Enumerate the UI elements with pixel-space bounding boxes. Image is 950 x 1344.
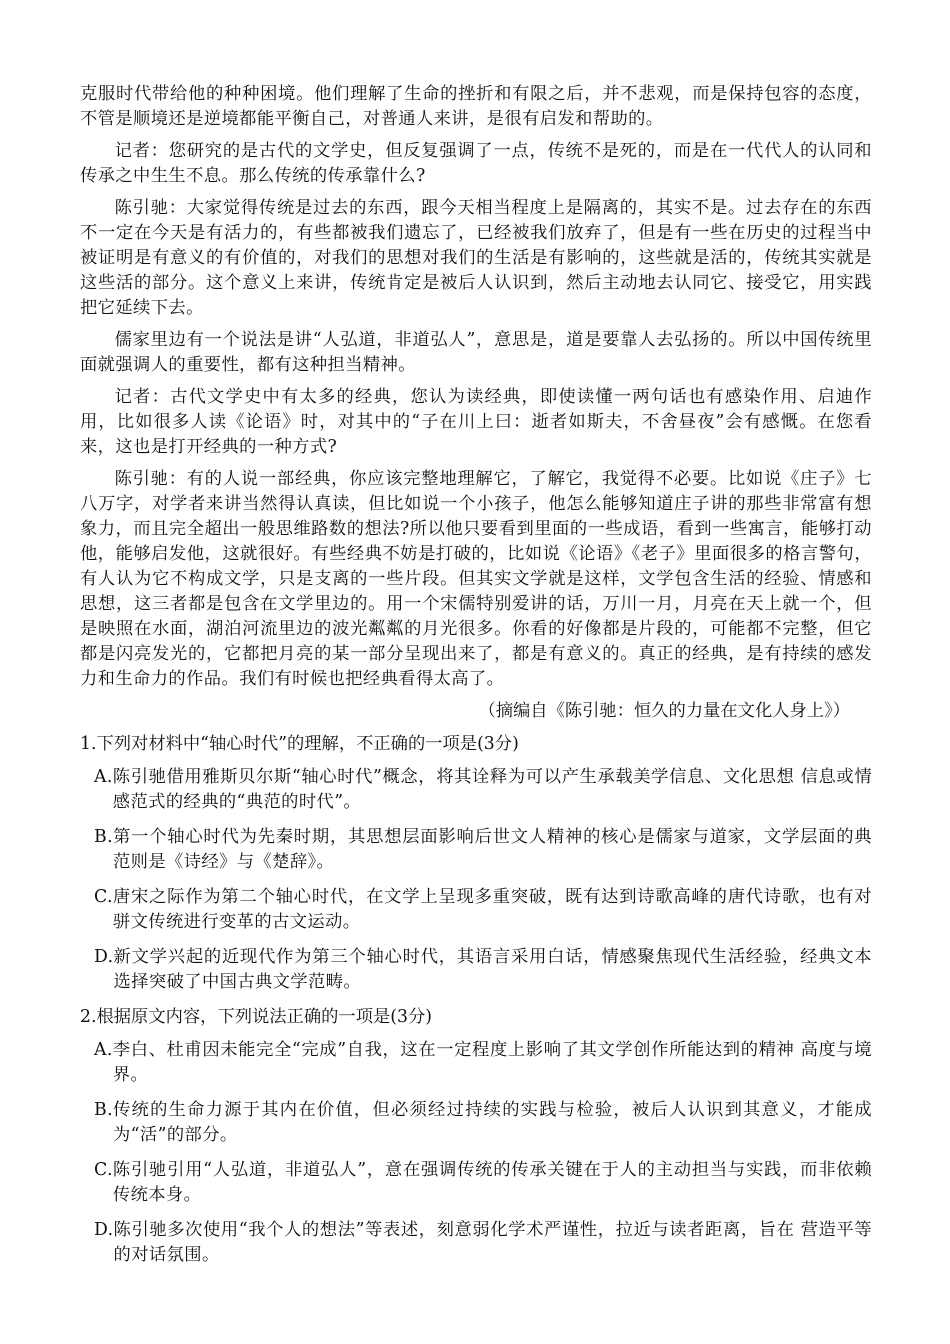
question-2-option-a	[94, 1038, 872, 1088]
paragraph: 克服时代带给他的种种困境。他们理解了生命的挫折和有限之后，并不悲观，而是保持包容的态度，不管是顺境还是逆境都能平衡自己，对普通人来讲，是很有启发和帮助的。	[80, 84, 872, 129]
option-text: 新文学兴起的近现代作为第三个轴心时代，其语言采用白话，情感聚焦现代生活经验，经典文本选择突破了中国古典文学范畴。	[113, 947, 872, 992]
option-text: 陈引驰多次使用“我个人的想法”等表述，刻意弱化学术严谨性，拉近与读者距离，旨在 营造平等的对话氛围。	[113, 1220, 872, 1265]
paragraph: 陈引驰：大家觉得传统是过去的东西，跟今天相当程度上是隔离的，其实不是。过去存在的东西不一定在今天是有活力的，有些都被我们遗忘了，已经被我们放弃了，但是有一些在历史的过程当中被证明是有意义的有价值的，对我们的思想对我们的生活是有影响的，这些就是活的，传统其实就是这些活的部分。这个意义上来讲，传统肯定是被后人认识到，然后主动地去认同它、接受它，用实践把它延续下去。	[80, 198, 872, 318]
option-text: 传统的生命力源于其内在价值，但必须经过持续的实践与检验，被后人认识到其意义，才能成为“活”的部分。	[113, 1100, 872, 1145]
option-letter: C.	[94, 1160, 113, 1180]
option-letter: C.	[94, 887, 113, 907]
paragraph: 记者：您研究的是古代的文学史，但反复强调了一点，传统不是死的，而是在一代代人的认同和传承之中生生不息。那么传统的传承靠什么?	[80, 141, 872, 186]
question-2-option-c	[94, 1158, 872, 1208]
question-2-stem: 2.根据原文内容，下列说法正确的一项是(3分)	[80, 1007, 433, 1027]
question-2-option-b	[94, 1098, 872, 1148]
question-1-option-d	[94, 945, 872, 995]
question-1-option-a	[94, 765, 872, 815]
paragraph: 记者：古代文学史中有太多的经典，您认为读经典，即使读懂一两句话也有感染作用、启迪作用，比如很多人读《论语》时，对其中的“子在川上曰：逝者如斯夫，不舍昼夜”会有感慨。在您看来，这也是打开经典的一种方式?	[80, 387, 872, 457]
option-letter: B.	[94, 1100, 113, 1120]
option-letter: A.	[94, 767, 113, 787]
paragraph: 陈引驰：有的人说一部经典，你应该完整地理解它，了解它，我觉得不必要。比如说《庄子》七八万字，对学者来讲当然得认真读，但比如说一个小孩子，他怎么能够知道庄子讲的那些非常富有想象力，而且完全超出一般思维路数的想法?所以他只要看到里面的一些成语，看到一些寓言，能够打动他，能够启发他，这就很好。有些经典不妨是打破的，比如说《论语》《老子》里面很多的格言警句，有人认为它不构成文学，只是支离的一些片段。但其实文学就是这样，文学包含生活的经验、情感和思想，这三者都是包含在文学里边的。用一个宋儒特别爱讲的话，万川一月，月亮在天上就一个，但是映照在水面，湖泊河流里边的波光粼粼的月光很多。你看的好像都是片段的，可能都不完整，但它都是闪亮发光的，它都把月亮的某一部分呈现出来了，都是有意义的。真正的经典，是有持续的感发力和生命力的作品。我们有时候也把经典看得太高了。	[80, 469, 872, 689]
option-letter: A.	[94, 1040, 113, 1060]
option-text: 第一个轴心时代为先秦时期，其思想层面影响后世文人精神的核心是儒家与道家，文学层面的典范则是《诗经》与《楚辞》。	[113, 827, 872, 872]
document-page	[80, 82, 872, 1278]
question-1-stem: 1.下列对材料中“轴心时代”的理解，不正确的一项是(3分)	[80, 734, 519, 754]
option-text: 唐宋之际作为第二个轴心时代，在文学上呈现多重突破，既有达到诗歌高峰的唐代诗歌，也有对骈文传统进行变革的古文运动。	[112, 887, 872, 932]
option-text: 李白、杜甫因未能完全“完成”自我，这在一定程度上影响了其文学创作所能达到的精神 高度与境界。	[112, 1040, 872, 1085]
question-1-option-b	[94, 825, 872, 875]
option-text: 陈引驰借用雅斯贝尔斯“轴心时代”概念，将其诠释为可以产生承载美学信息、文化思想 信息或情感范式的经典的“典范的时代”。	[112, 767, 872, 812]
option-letter: B.	[94, 827, 113, 847]
source-citation: （摘编自《陈引驰：恒久的力量在文化人身上》）	[478, 701, 850, 721]
paragraph: 儒家里边有一个说法是讲“人弘道，非道弘人”，意思是，道是要靠人去弘扬的。所以中国传统里面就强调人的重要性，都有这种担当精神。	[80, 330, 872, 375]
option-letter: D.	[94, 1220, 114, 1240]
question-2-option-d	[94, 1218, 872, 1268]
option-text: 陈引驰引用“人弘道，非道弘人”，意在强调传统的传承关键在于人的主动担当与实践，而非依赖传统本身。	[112, 1160, 872, 1205]
option-letter: D.	[94, 947, 114, 967]
question-1-option-c	[94, 885, 872, 935]
